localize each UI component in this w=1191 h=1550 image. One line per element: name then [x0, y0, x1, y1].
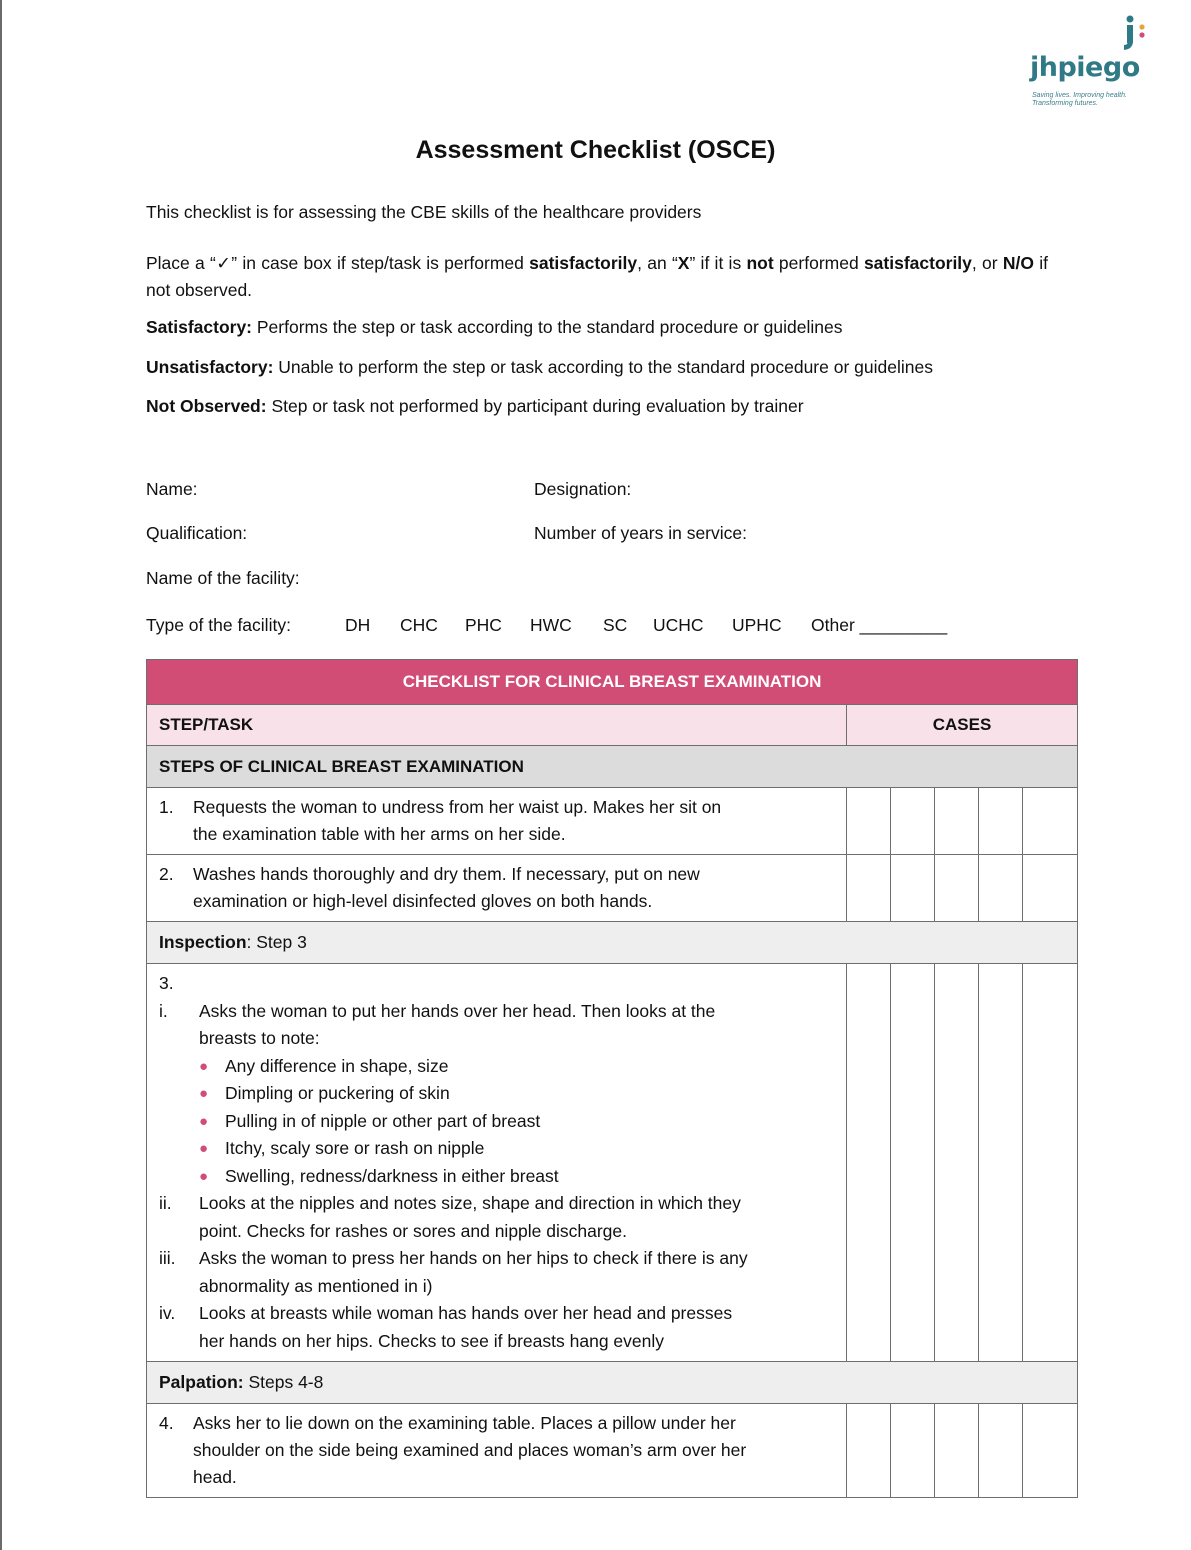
logo-tagline: Saving lives. Improving health. Transforming futures. — [1032, 92, 1127, 107]
bullet-icon: ● — [199, 1140, 209, 1157]
instruction-text: Place a “✓” in case box if step/task is performed satisfactorily, an “X” if it is not performed satisfactorily, or N/O if not observed. — [146, 253, 1048, 300]
definition-satisfactory: Satisfactory: Performs the step or task according to the standard procedure or guidelines — [146, 317, 843, 337]
bullet-icon: ● — [199, 1167, 209, 1185]
facility-option: PHC — [465, 615, 502, 635]
name-field-label: Name: — [146, 479, 198, 499]
section-row — [147, 746, 1078, 788]
step-4-cell: 4. Asks her to lie down on the examining table. Places a pillow under her shoulder on the side being examined and places woman’s arm over her head. — [147, 1404, 847, 1498]
facility-name-field-label: Name of the facility: — [146, 568, 300, 588]
case-box[interactable] — [847, 788, 891, 855]
logo-wordmark: jhpiego — [1030, 52, 1140, 83]
definition-not-observed: Not Observed: Step or task not performed by participant during evaluation by trainer — [146, 396, 804, 416]
inspection-row — [147, 922, 1078, 964]
years-in-service-field-label: Number of years in service: — [534, 523, 747, 543]
case-box[interactable] — [979, 964, 1023, 1362]
facility-option: UCHC — [653, 615, 704, 635]
case-box[interactable] — [979, 1404, 1023, 1498]
bullet-icon: ● — [199, 1057, 209, 1075]
col-step-task: STEP/TASK — [147, 705, 847, 746]
bullet-icon: ● — [199, 1085, 209, 1102]
case-box[interactable] — [935, 1404, 979, 1498]
section-title: STEPS OF CLINICAL BREAST EXAMINATION — [147, 746, 1078, 788]
col-cases: CASES — [847, 705, 1078, 746]
facility-option: CHC — [400, 615, 438, 635]
facility-option: DH — [345, 615, 371, 635]
table-banner: CHECKLIST FOR CLINICAL BREAST EXAMINATION — [147, 660, 1078, 705]
table-header-row — [147, 705, 1078, 746]
designation-field-label: Designation: — [534, 479, 632, 499]
case-box[interactable] — [935, 855, 979, 922]
case-box[interactable] — [1023, 855, 1078, 922]
case-box[interactable] — [891, 788, 935, 855]
step-1-cell: 1. Requests the woman to undress from her waist up. Makes her sit on the examination table with her arms on her side. — [147, 788, 847, 855]
facility-type-label: Type of the facility: — [146, 615, 291, 635]
case-box[interactable] — [847, 855, 891, 922]
jhpiego-logo — [1030, 8, 1150, 118]
table-row — [147, 964, 1078, 1362]
facility-option: SC — [603, 615, 628, 635]
case-box[interactable] — [847, 1404, 891, 1498]
case-box[interactable] — [891, 855, 935, 922]
case-box[interactable] — [891, 1404, 935, 1498]
facility-option: HWC — [530, 615, 572, 635]
facility-option: UPHC — [732, 615, 782, 635]
case-box[interactable] — [1023, 788, 1078, 855]
case-box[interactable] — [1023, 964, 1078, 1362]
bullet-item: ● Dimpling or puckering of skin — [159, 1080, 836, 1108]
step-3-cell: 3. i. Asks the woman to put her hands over her head. Then looks at the breasts to note: ● Any difference in shape, size ● Dimpling or puckering of skin ● Pulling in of nipple or other part of breast ● Itchy, scaly sore or rash on nipple ● Swelling, redness/darkness in either breast ii. Looks at the nipples and notes size, shape and direction in which they point. Checks for rashes or sores and nipple discharge. iii. Asks the woman to press her hands on her hips to check if there is any abnormality as mentioned in i) iv. Looks at breasts while woman has hands over her head and presses her hands on her hips. Checks to see if breasts hang evenly — [147, 964, 847, 1362]
palpation-row — [147, 1362, 1078, 1404]
case-box[interactable] — [935, 788, 979, 855]
bullet-item: ● Swelling, redness/darkness in either breast — [159, 1163, 836, 1191]
case-box[interactable] — [979, 855, 1023, 922]
case-box[interactable] — [891, 964, 935, 1362]
bullet-item: ● Any difference in shape, size — [159, 1053, 836, 1081]
table-row — [147, 1404, 1078, 1498]
palpation-heading: Palpation: Steps 4-8 — [147, 1362, 1078, 1404]
step-2-cell: 2. Washes hands thoroughly and dry them. If necessary, put on new examination or high-level disinfected gloves on both hands. — [147, 855, 847, 922]
case-box[interactable] — [935, 964, 979, 1362]
inspection-heading: Inspection: Step 3 — [147, 922, 1078, 964]
table-row — [147, 855, 1078, 922]
bullet-item: ● Itchy, scaly sore or rash on nipple — [159, 1135, 836, 1163]
facility-option-other: Other _________ — [811, 615, 948, 635]
page-edge — [0, 0, 2, 1550]
definition-unsatisfactory: Unsatisfactory: Unable to perform the step or task according to the standard procedure or guidelines — [146, 357, 933, 377]
table-banner-row — [147, 660, 1078, 705]
bullet-item: ● Pulling in of nipple or other part of breast — [159, 1108, 836, 1136]
qualification-field-label: Qualification: — [146, 523, 248, 543]
intro-text: This checklist is for assessing the CBE skills of the healthcare providers — [146, 202, 702, 222]
case-box[interactable] — [1023, 1404, 1078, 1498]
case-box[interactable] — [847, 964, 891, 1362]
bullet-icon: ● — [199, 1112, 209, 1130]
logo-mark-icon — [1122, 14, 1152, 54]
page-title: Assessment Checklist (OSCE) — [415, 136, 776, 164]
case-box[interactable] — [979, 788, 1023, 855]
cbe-checklist-table — [146, 659, 1078, 1498]
table-row — [147, 788, 1078, 855]
